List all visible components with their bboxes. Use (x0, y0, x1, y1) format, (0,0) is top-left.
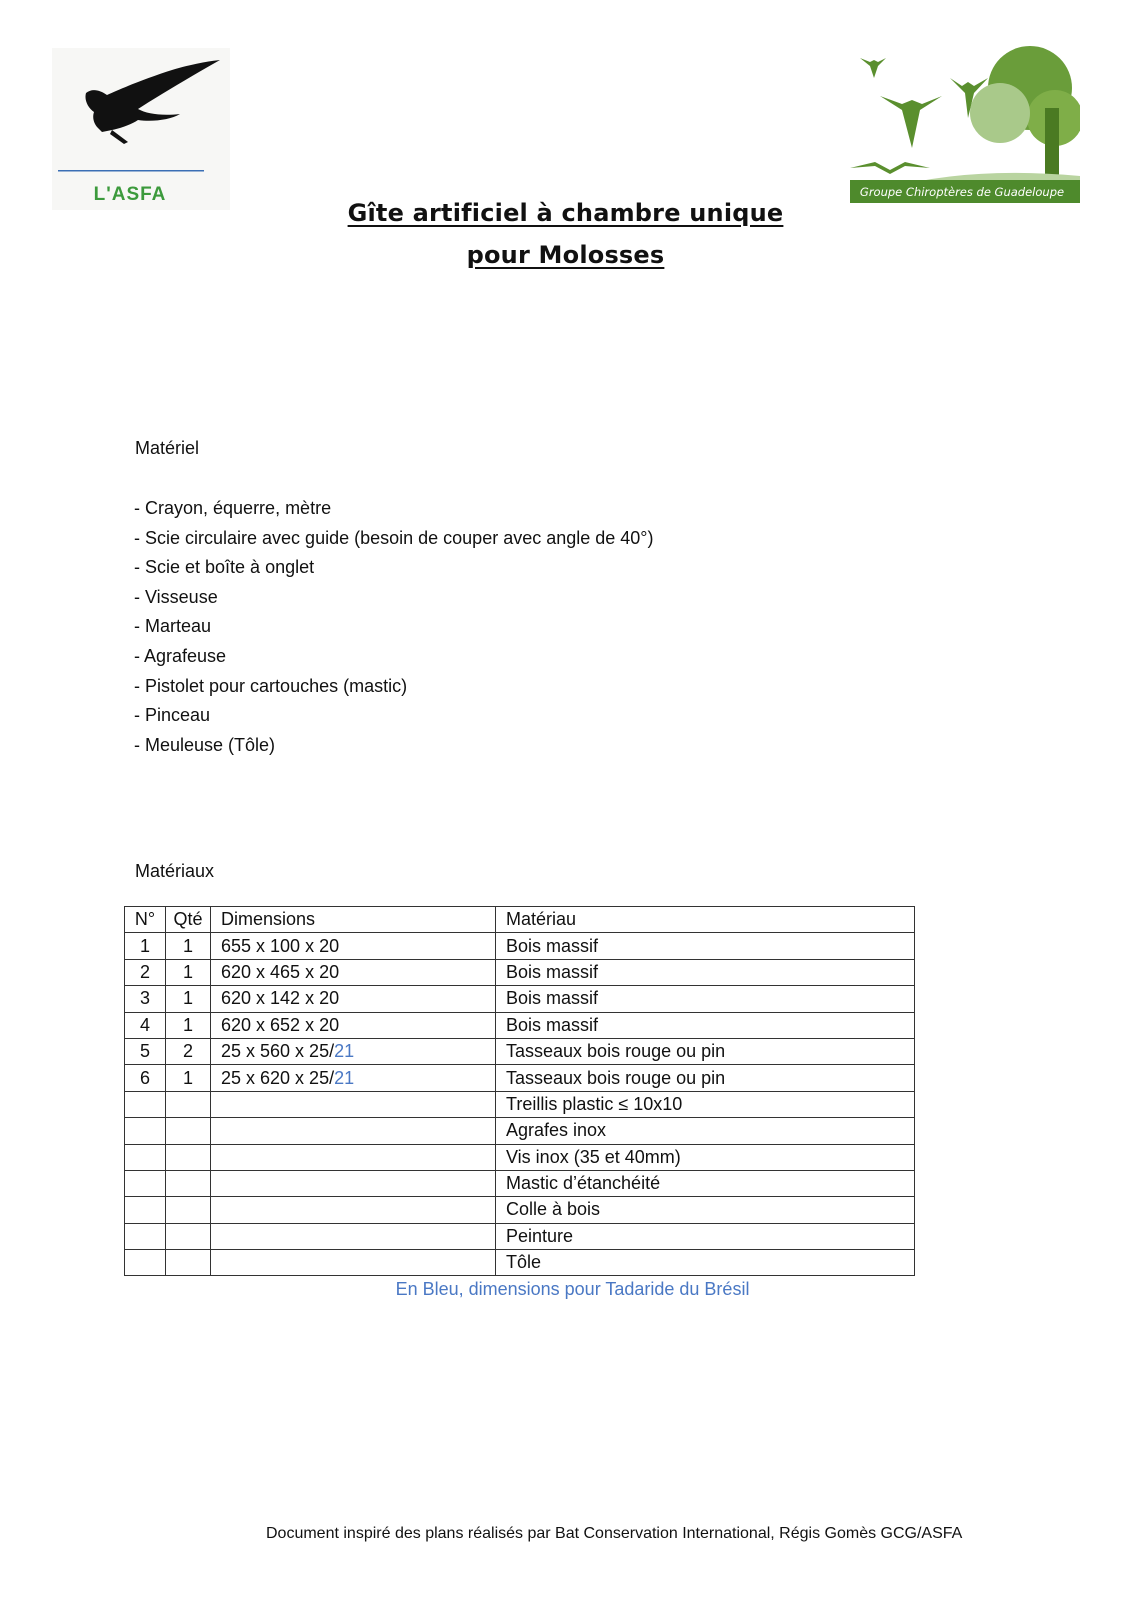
cell-dimensions-alt: 21 (334, 1041, 355, 1062)
cell-dimensions (211, 933, 496, 959)
cell-quantity (166, 1012, 211, 1038)
asfa-logo-text: L'ASFA (93, 184, 167, 205)
table-row (125, 1091, 915, 1117)
table-row (125, 1038, 915, 1064)
materiel-heading: Matériel (135, 438, 200, 458)
table-row (125, 1197, 915, 1223)
cell-quantity (166, 1065, 211, 1091)
cell-dimensions (211, 1197, 496, 1223)
cell-dimensions (211, 1223, 496, 1249)
cell-material-text: Peinture (506, 1225, 574, 1246)
cell-number (125, 1065, 166, 1091)
cell-material-text: Mastic d’étanchéité (506, 1173, 661, 1194)
cell-dimensions (211, 1144, 496, 1170)
cell-number (125, 986, 166, 1012)
cell-dimensions (211, 1065, 496, 1091)
list-item: - Pistolet pour cartouches (mastic) (134, 675, 408, 696)
cell-quantity (166, 1223, 211, 1249)
table-row (125, 1144, 915, 1170)
footer-credit: Document inspiré des plans réalisés par Bat Conservation International, Régis Gomès GCG/ASFA (266, 1525, 963, 1542)
cell-quantity-text: 1 (182, 1067, 193, 1088)
cell-quantity-text: 1 (182, 961, 193, 982)
table-row (125, 1250, 915, 1276)
list-item: - Crayon, équerre, mètre (134, 498, 332, 518)
cell-number (125, 1118, 166, 1144)
column-header: Matériau (496, 907, 915, 933)
cell-material (496, 933, 915, 959)
cell-number (125, 1250, 166, 1276)
page-title-line2: pour Molosses (466, 241, 665, 269)
cell-material (496, 1197, 915, 1223)
cell-material-text: Tôle (506, 1252, 542, 1273)
cell-quantity (166, 1118, 211, 1144)
list-item: - Marteau (134, 616, 212, 637)
column-header: Dimensions (211, 907, 496, 933)
cell-material (496, 1065, 915, 1091)
cell-material (496, 1223, 915, 1249)
table-row (125, 1223, 915, 1249)
cell-material (496, 1250, 915, 1276)
list-item: - Pinceau (134, 705, 211, 726)
cell-quantity-text: 1 (182, 988, 193, 1009)
cell-quantity (166, 1038, 211, 1064)
cell-number-text: 2 (139, 961, 150, 982)
cell-material-text: Bois massif (506, 1014, 599, 1035)
cell-dimensions-text: 620 x 142 x 20 (221, 988, 340, 1009)
cell-quantity (166, 1170, 211, 1196)
cell-material (496, 1170, 915, 1196)
cell-dimensions (211, 986, 496, 1012)
asfa-logo (52, 48, 230, 210)
materiel-list (134, 494, 654, 760)
cell-dimensions-text: 620 x 465 x 20 (221, 961, 340, 982)
cell-material-text: Tasseaux bois rouge ou pin (506, 1067, 726, 1088)
cell-number-text: 1 (139, 935, 150, 956)
cell-material-text: Colle à bois (506, 1199, 601, 1220)
cell-material (496, 1118, 915, 1144)
cell-material-text: Agrafes inox (506, 1120, 607, 1141)
cell-number (125, 1038, 166, 1064)
list-item: - Meuleuse (Tôle) (134, 734, 276, 755)
cell-quantity (166, 1144, 211, 1170)
cell-number (125, 1091, 166, 1117)
list-item: - Scie et boîte à onglet (134, 557, 315, 578)
cell-material-text: Treillis plastic ≤ 10x10 (506, 1093, 683, 1114)
table-row (125, 986, 915, 1012)
blue-dimensions-note: En Bleu, dimensions pour Tadaride du Brésil (395, 1279, 750, 1299)
cell-number (125, 1197, 166, 1223)
cell-number-text: 6 (139, 1067, 150, 1088)
column-header: Qté (166, 907, 211, 933)
column-header: N° (125, 907, 166, 933)
cell-material (496, 986, 915, 1012)
cell-number-text: 4 (139, 1014, 150, 1035)
cell-number-text: 3 (139, 988, 150, 1009)
list-item: - Agrafeuse (134, 645, 227, 666)
cell-dimensions (211, 959, 496, 985)
cell-number (125, 933, 166, 959)
cell-dimensions-text: 25 x 620 x 25/ (221, 1067, 335, 1088)
table-row (125, 1012, 915, 1038)
cell-number-text: 5 (139, 1041, 150, 1062)
cell-material (496, 1012, 915, 1038)
table-row (125, 1170, 915, 1196)
list-item: - Visseuse (134, 586, 218, 607)
cell-dimensions (211, 1038, 496, 1064)
table-header-row (125, 907, 915, 933)
cell-quantity (166, 1091, 211, 1117)
cell-quantity-text: 1 (182, 935, 193, 956)
gcg-logo-text: Groupe Chiroptères de Guadeloupe (859, 185, 1065, 199)
cell-dimensions (211, 1118, 496, 1144)
cell-material (496, 959, 915, 985)
cell-material-text: Bois massif (506, 961, 599, 982)
materiaux-heading: Matériaux (135, 861, 215, 881)
cell-material (496, 1144, 915, 1170)
cell-quantity-text: 1 (182, 1014, 193, 1035)
cell-material-text: Vis inox (35 et 40mm) (506, 1146, 681, 1167)
cell-dimensions (211, 1250, 496, 1276)
cell-quantity (166, 986, 211, 1012)
cell-dimensions (211, 1170, 496, 1196)
cell-dimensions-text: 655 x 100 x 20 (221, 935, 340, 956)
cell-material-text: Tasseaux bois rouge ou pin (506, 1041, 726, 1062)
cell-dimensions-alt: 21 (334, 1067, 355, 1088)
page-title-line1: Gîte artificiel à chambre unique (347, 199, 784, 227)
cell-material-text: Bois massif (506, 988, 599, 1009)
gcg-logo (850, 38, 1080, 203)
cell-number (125, 1170, 166, 1196)
cell-dimensions-text: 25 x 560 x 25/ (221, 1041, 335, 1062)
cell-quantity-text: 2 (182, 1041, 193, 1062)
cell-quantity (166, 959, 211, 985)
cell-number (125, 959, 166, 985)
cell-number (125, 1012, 166, 1038)
cell-material-text: Bois massif (506, 935, 599, 956)
table-row (125, 1065, 915, 1091)
list-item: - Scie circulaire avec guide (besoin de couper avec angle de 40°) (134, 527, 654, 548)
table-row (125, 933, 915, 959)
cell-material (496, 1038, 915, 1064)
table-row (125, 1118, 915, 1144)
cell-quantity (166, 933, 211, 959)
cell-dimensions (211, 1091, 496, 1117)
cell-material (496, 1091, 915, 1117)
materiaux-table (124, 906, 915, 1276)
cell-number (125, 1144, 166, 1170)
cell-quantity (166, 1197, 211, 1223)
cell-dimensions (211, 1012, 496, 1038)
cell-quantity (166, 1250, 211, 1276)
cell-dimensions-text: 620 x 652 x 20 (221, 1014, 340, 1035)
table-row (125, 959, 915, 985)
cell-number (125, 1223, 166, 1249)
